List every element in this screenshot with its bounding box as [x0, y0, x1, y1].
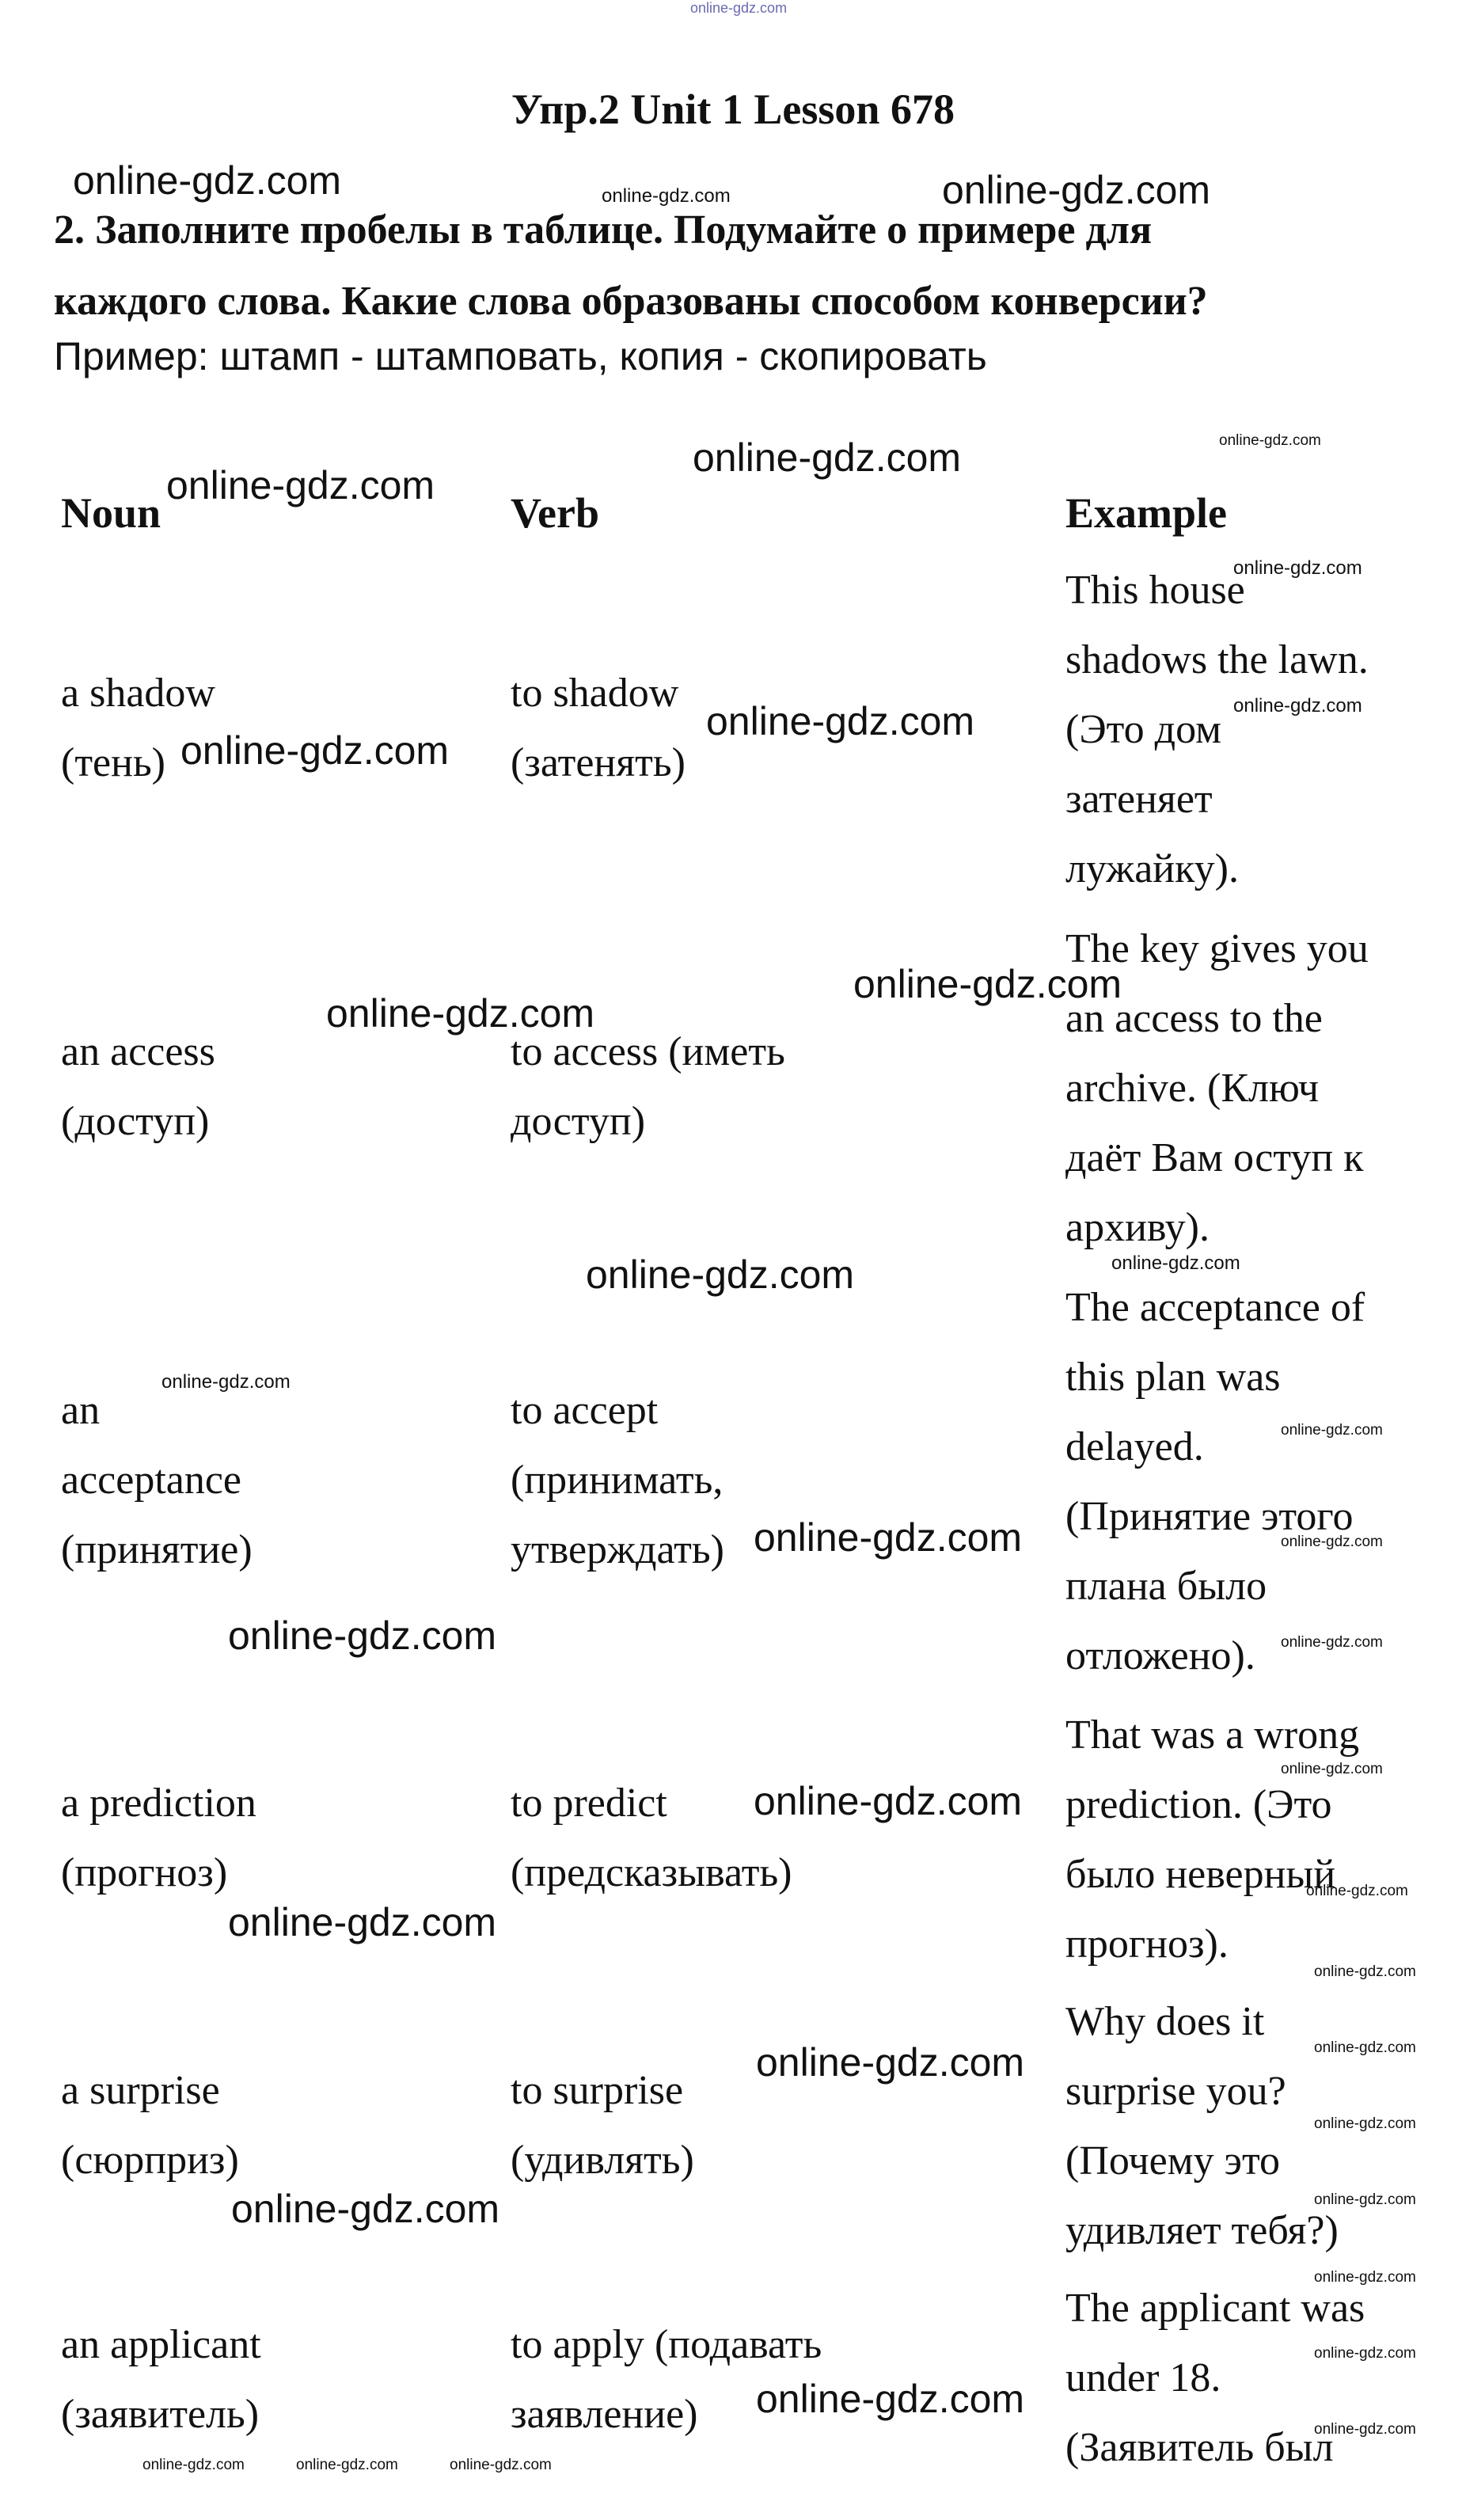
watermark: online-gdz.com	[1281, 1534, 1383, 1550]
example-text-line: даёт Вам оступ к	[1065, 1135, 1364, 1180]
watermark: online-gdz.com	[853, 962, 1122, 1006]
verb-line: заявление)	[511, 2392, 698, 2437]
example-text-line: The key gives you	[1065, 926, 1369, 971]
watermark: online-gdz.com	[756, 2377, 1025, 2421]
watermark: online-gdz.com	[142, 2457, 245, 2473]
verb-cell	[511, 1769, 792, 1908]
example-text-line: an access to the	[1065, 996, 1323, 1041]
watermark: online-gdz.com	[693, 435, 962, 480]
watermark: online-gdz.com	[326, 991, 595, 1036]
example-text-line: Why does it	[1065, 1999, 1265, 2044]
column-header-example: Example	[1065, 489, 1228, 537]
verb-line: to apply (подавать	[511, 2322, 822, 2367]
example-cell	[1065, 1273, 1365, 1691]
example-text-line: (Принятие этого	[1065, 1494, 1354, 1539]
example-text-line: shadows the lawn.	[1065, 637, 1369, 682]
noun-line: (заявитель)	[61, 2392, 260, 2437]
noun-cell	[61, 1769, 256, 1908]
noun-line: an access	[61, 1029, 215, 1074]
watermark: online-gdz.com	[1233, 557, 1362, 579]
watermark: online-gdz.com	[1281, 1761, 1383, 1777]
noun-cell	[61, 2056, 239, 2195]
watermark: online-gdz.com	[1314, 2191, 1416, 2208]
watermark: online-gdz.com	[1314, 2039, 1416, 2056]
watermark: online-gdz.com	[690, 0, 788, 16]
verb-line: (принимать,	[511, 1458, 724, 1503]
example-text-line: The acceptance of	[1065, 1285, 1365, 1330]
watermark: online-gdz.com	[1233, 695, 1362, 716]
noun-line: acceptance	[61, 1458, 242, 1503]
example-text-line: prediction. (Это	[1065, 1782, 1332, 1827]
example-text-line: удивляет тебя?)	[1065, 2208, 1339, 2253]
example-text-line: прогноз).	[1065, 1921, 1229, 1967]
task-line: 2. Заполните пробелы в таблице. Подумайте о примере для	[54, 207, 1153, 253]
example-text-line: (Почему это	[1065, 2138, 1281, 2184]
watermark: online-gdz.com	[1306, 1883, 1408, 1899]
verb-line: (затенять)	[511, 740, 686, 785]
noun-cell	[61, 1376, 253, 1585]
watermark: online-gdz.com	[161, 1371, 291, 1393]
watermark: online-gdz.com	[1314, 2421, 1416, 2438]
noun-line: an applicant	[61, 2322, 261, 2367]
example-text-line: лужайку).	[1065, 846, 1239, 891]
noun-line: a shadow	[61, 671, 215, 716]
watermark: online-gdz.com	[1314, 2269, 1416, 2286]
watermark: online-gdz.com	[756, 2040, 1025, 2085]
watermark: online-gdz.com	[166, 463, 435, 507]
watermark: online-gdz.com	[1314, 2345, 1416, 2362]
verb-cell	[511, 659, 686, 798]
example-text-line: The applicant was	[1065, 2286, 1365, 2331]
watermark: online-gdz.com	[754, 1515, 1023, 1560]
example-text-line: архиву).	[1065, 1205, 1210, 1250]
example-cell	[1065, 1987, 1339, 2266]
watermark: online-gdz.com	[73, 158, 342, 203]
example-text-line: surprise you?	[1065, 2069, 1286, 2114]
noun-cell	[61, 2310, 261, 2450]
watermark: online-gdz.com	[586, 1252, 855, 1297]
task-line: каждого слова. Какие слова образованы способом конверсии?	[54, 279, 1208, 324]
watermark: online-gdz.com	[1111, 1252, 1240, 1274]
watermark: online-gdz.com	[450, 2457, 552, 2473]
example-text-line: плана было	[1065, 1564, 1267, 1609]
noun-line: (доступ)	[61, 1099, 210, 1144]
example-text-line: было неверный	[1065, 1852, 1336, 1897]
example-text-line: That was a wrong	[1065, 1712, 1360, 1758]
example-text-line: затеняет	[1065, 777, 1213, 822]
example-cell	[1065, 2274, 1365, 2483]
noun-line: a surprise	[61, 2068, 220, 2113]
watermark: online-gdz.com	[1219, 432, 1321, 449]
verb-line: to surprise	[511, 2068, 684, 2113]
verb-line: to shadow	[511, 671, 679, 716]
noun-line: (сюрприз)	[61, 2138, 239, 2183]
example-text-line: отложено).	[1065, 1633, 1255, 1678]
watermark: online-gdz.com	[228, 1900, 497, 1944]
watermark: online-gdz.com	[1314, 2115, 1416, 2132]
example-line: Пример: штамп - штамповать, копия - скопировать	[54, 334, 987, 378]
verb-line: to predict	[511, 1781, 667, 1826]
watermark: online-gdz.com	[1281, 1634, 1383, 1651]
example-text-line: archive. (Ключ	[1065, 1066, 1319, 1111]
page-title: Упр.2 Unit 1 Lesson 678	[511, 86, 955, 133]
watermark: online-gdz.com	[231, 2187, 500, 2231]
watermark: online-gdz.com	[180, 728, 450, 773]
watermark: online-gdz.com	[942, 168, 1211, 212]
example-cell	[1065, 1701, 1359, 1979]
watermark: online-gdz.com	[1314, 1963, 1416, 1980]
verb-line: (предсказывать)	[511, 1850, 792, 1895]
watermark: online-gdz.com	[706, 699, 975, 743]
example-text-line: under 18.	[1065, 2355, 1221, 2400]
noun-line: (прогноз)	[61, 1850, 228, 1895]
verb-cell	[511, 1376, 724, 1585]
watermark: online-gdz.com	[1281, 1422, 1383, 1439]
example-text-line: this plan was	[1065, 1355, 1281, 1400]
noun-line: an	[61, 1388, 101, 1433]
example-text-line: delayed.	[1065, 1424, 1204, 1469]
example-text-line: (Это дом	[1065, 707, 1222, 752]
column-header-verb: Verb	[511, 489, 600, 537]
example-text-line: This house	[1065, 568, 1245, 613]
watermark: online-gdz.com	[296, 2457, 398, 2473]
verb-cell	[511, 1017, 785, 1157]
task-instruction	[54, 195, 1415, 337]
noun-line: (принятие)	[61, 1527, 253, 1572]
noun-line: a prediction	[61, 1781, 256, 1826]
example-cell	[1065, 556, 1369, 904]
example-text-line: (Заявитель был	[1065, 2425, 1334, 2470]
column-header-noun: Noun	[61, 489, 161, 537]
watermark: online-gdz.com	[754, 1779, 1023, 1823]
verb-line: to access (иметь	[511, 1029, 785, 1074]
noun-cell	[61, 1017, 215, 1157]
verb-line: утверждать)	[511, 1527, 724, 1572]
verb-line: to accept	[511, 1388, 659, 1433]
verb-line: доступ)	[511, 1099, 646, 1144]
watermark: online-gdz.com	[228, 1613, 497, 1658]
noun-line: (тень)	[61, 740, 165, 785]
verb-cell	[511, 2056, 694, 2195]
verb-line: (удивлять)	[511, 2138, 694, 2183]
watermark: online-gdz.com	[602, 185, 731, 207]
